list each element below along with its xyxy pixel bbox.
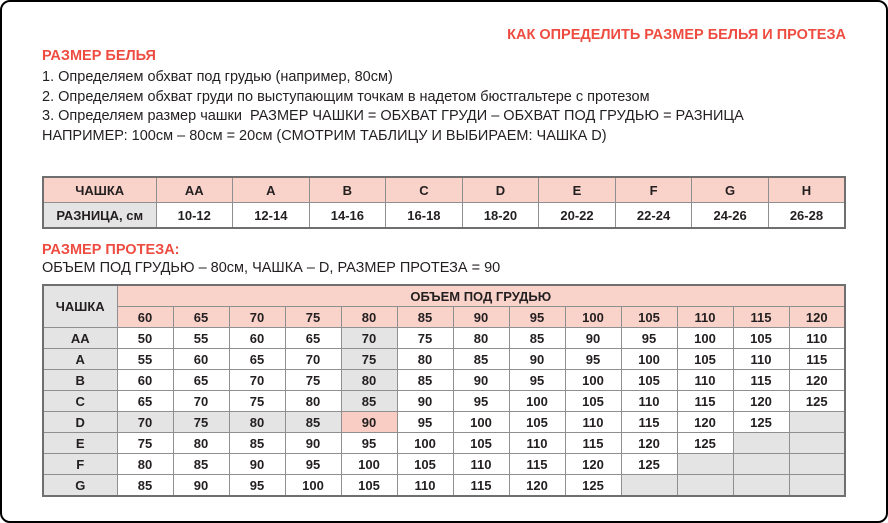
highlighted-column-cell: 70 <box>341 328 397 349</box>
size-cell: 100 <box>453 412 509 433</box>
size-cell: 75 <box>229 391 285 412</box>
size-cell: 50 <box>117 328 173 349</box>
highlighted-column-cell: 75 <box>341 349 397 370</box>
instruction-line: 1. Определяем обхват под грудью (например, 80см) <box>42 69 393 85</box>
size-cell: 100 <box>677 328 733 349</box>
highlighted-column-cell: 85 <box>341 391 397 412</box>
highlighted-row-cell: 80 <box>229 412 285 433</box>
cup-row-label: E <box>43 433 117 454</box>
highlighted-row-cell: 70 <box>117 412 173 433</box>
empty-cell <box>789 475 845 497</box>
size-cell: 85 <box>229 433 285 454</box>
highlighted-column-cell: 80 <box>341 370 397 391</box>
size-cell: 65 <box>285 328 341 349</box>
size-cell: 95 <box>285 454 341 475</box>
empty-cell <box>733 454 789 475</box>
prosthesis-table-row <box>43 391 845 412</box>
size-cell: 95 <box>397 412 453 433</box>
empty-cell <box>789 412 845 433</box>
size-cell: 60 <box>229 328 285 349</box>
highlighted-row-cell: 85 <box>285 412 341 433</box>
cup-header-cell: C <box>386 177 463 203</box>
volume-header-cell: 90 <box>453 307 509 328</box>
size-cell: 100 <box>565 370 621 391</box>
prosthesis-table-row <box>43 328 845 349</box>
size-cell: 120 <box>621 433 677 454</box>
size-cell: 80 <box>173 433 229 454</box>
size-cell: 105 <box>565 391 621 412</box>
instruction-line: 2. Определяем обхват груди по выступающим точкам в надетом бюстгальтере с протезом <box>42 88 650 105</box>
cup-row-label: AA <box>43 328 117 349</box>
size-cell: 100 <box>341 454 397 475</box>
empty-cell <box>621 475 677 497</box>
volume-header-cell: 100 <box>565 307 621 328</box>
size-cell: 105 <box>341 475 397 497</box>
size-cell: 85 <box>117 475 173 497</box>
size-cell: 80 <box>453 328 509 349</box>
cup-header-cell: B <box>309 177 386 203</box>
size-cell: 55 <box>117 349 173 370</box>
cup-row-label: A <box>43 349 117 370</box>
size-cell: 55 <box>173 328 229 349</box>
size-cell: 90 <box>565 328 621 349</box>
prosthesis-columns-header-row <box>43 307 845 328</box>
size-cell: 120 <box>677 412 733 433</box>
volume-header-cell: 95 <box>509 307 565 328</box>
size-cell: 65 <box>229 349 285 370</box>
size-cell: 120 <box>509 475 565 497</box>
cup-header-cell: A <box>233 177 310 203</box>
size-cell: 115 <box>509 454 565 475</box>
size-cell: 90 <box>229 454 285 475</box>
size-cell: 120 <box>789 370 845 391</box>
cup-row-label: C <box>43 391 117 412</box>
difference-row <box>43 203 845 229</box>
volume-header-cell: 110 <box>677 307 733 328</box>
volume-header-cell: 120 <box>789 307 845 328</box>
size-cell: 125 <box>565 475 621 497</box>
size-cell: 70 <box>173 391 229 412</box>
size-cell: 110 <box>397 475 453 497</box>
size-cell: 115 <box>789 349 845 370</box>
size-cell: 115 <box>677 391 733 412</box>
size-section-heading: РАЗМЕР БЕЛЬЯ <box>42 48 156 64</box>
difference-cell: 24-26 <box>692 203 769 229</box>
empty-cell <box>789 454 845 475</box>
highlighted-result-cell: 90 <box>341 412 397 433</box>
size-cell: 115 <box>453 475 509 497</box>
size-cell: 90 <box>509 349 565 370</box>
size-cell: 100 <box>397 433 453 454</box>
cup-table-corner-label: ЧАШКА <box>43 177 156 203</box>
size-cell: 80 <box>397 349 453 370</box>
size-cell: 115 <box>565 433 621 454</box>
size-cell: 95 <box>453 391 509 412</box>
cup-header-row <box>43 177 845 203</box>
prosthesis-example: ОБЪЕМ ПОД ГРУДЬЮ – 80см, ЧАШКА – D, РАЗМЕР ПРОТЕЗА = 90 <box>42 260 501 276</box>
volume-header-cell: 70 <box>229 307 285 328</box>
size-cell: 110 <box>621 391 677 412</box>
instruction-line: НАПРИМЕР: 100см – 80см = 20см (СМОТРИМ ТАБЛИЦУ И ВЫБИРАЕМ: ЧАШКА D) <box>42 127 607 144</box>
cup-header-cell: AA <box>156 177 233 203</box>
size-cell: 110 <box>733 349 789 370</box>
underbust-volume-span-header: ОБЪЕМ ПОД ГРУДЬЮ <box>117 285 845 307</box>
volume-header-cell: 65 <box>173 307 229 328</box>
size-cell: 60 <box>117 370 173 391</box>
size-cell: 120 <box>565 454 621 475</box>
difference-cell: 22-24 <box>615 203 692 229</box>
size-cell: 85 <box>397 370 453 391</box>
instructions-list <box>42 68 846 146</box>
size-cell: 85 <box>453 349 509 370</box>
volume-header-cell: 105 <box>621 307 677 328</box>
volume-header-cell: 85 <box>397 307 453 328</box>
empty-cell <box>677 454 733 475</box>
size-cell: 75 <box>285 370 341 391</box>
volume-header-cell: 80 <box>341 307 397 328</box>
difference-row-label: РАЗНИЦА, см <box>43 203 156 229</box>
size-cell: 70 <box>285 349 341 370</box>
difference-cell: 10-12 <box>156 203 233 229</box>
size-cell: 125 <box>733 412 789 433</box>
cup-header-cell: G <box>692 177 769 203</box>
size-cell: 120 <box>733 391 789 412</box>
size-cell: 80 <box>117 454 173 475</box>
prosthesis-table-row <box>43 454 845 475</box>
instruction-line: 3. Определяем размер чашки РАЗМЕР ЧАШКИ = ОБХВАТ ГРУДИ – ОБХВАТ ПОД ГРУДЬЮ = РАЗНИЦА <box>42 108 744 124</box>
size-cell: 95 <box>565 349 621 370</box>
volume-header-cell: 75 <box>285 307 341 328</box>
cup-header-cell: D <box>462 177 539 203</box>
cup-header-cell: E <box>539 177 616 203</box>
size-cell: 105 <box>453 433 509 454</box>
difference-cell: 20-22 <box>539 203 616 229</box>
difference-cell: 14-16 <box>309 203 386 229</box>
empty-cell <box>677 475 733 497</box>
page-title: КАК ОПРЕДЕЛИТЬ РАЗМЕР БЕЛЬЯ И ПРОТЕЗА <box>507 27 846 43</box>
size-cell: 110 <box>789 328 845 349</box>
cup-header-cell: F <box>615 177 692 203</box>
size-cell: 65 <box>173 370 229 391</box>
prosthesis-table-row <box>43 475 845 497</box>
size-cell: 65 <box>117 391 173 412</box>
size-cell: 80 <box>285 391 341 412</box>
size-cell: 70 <box>229 370 285 391</box>
size-cell: 95 <box>341 433 397 454</box>
size-cell: 90 <box>173 475 229 497</box>
cup-row-label: D <box>43 412 117 433</box>
prosthesis-span-header-row <box>43 285 845 307</box>
document-content <box>42 26 846 497</box>
difference-cell: 12-14 <box>233 203 310 229</box>
size-cell: 110 <box>509 433 565 454</box>
cup-row-label: B <box>43 370 117 391</box>
size-cell: 105 <box>677 349 733 370</box>
prosthesis-table-row <box>43 412 845 433</box>
prosthesis-table-corner-label: ЧАШКА <box>43 285 117 328</box>
size-cell: 115 <box>733 370 789 391</box>
cup-size-table <box>42 176 846 229</box>
size-cell: 105 <box>733 328 789 349</box>
difference-cell: 16-18 <box>386 203 463 229</box>
cup-row-label: G <box>43 475 117 497</box>
size-cell: 115 <box>621 412 677 433</box>
size-cell: 110 <box>453 454 509 475</box>
size-cell: 90 <box>285 433 341 454</box>
prosthesis-section-heading: РАЗМЕР ПРОТЕЗА: <box>42 242 180 258</box>
size-cell: 75 <box>117 433 173 454</box>
size-cell: 85 <box>173 454 229 475</box>
size-cell: 105 <box>509 412 565 433</box>
size-cell: 110 <box>565 412 621 433</box>
empty-cell <box>733 475 789 497</box>
size-cell: 95 <box>229 475 285 497</box>
size-cell: 60 <box>173 349 229 370</box>
empty-cell <box>733 433 789 454</box>
size-cell: 125 <box>621 454 677 475</box>
size-cell: 95 <box>621 328 677 349</box>
size-cell: 105 <box>621 370 677 391</box>
size-cell: 100 <box>509 391 565 412</box>
size-cell: 90 <box>453 370 509 391</box>
difference-cell: 18-20 <box>462 203 539 229</box>
prosthesis-size-table <box>42 284 846 497</box>
size-cell: 125 <box>789 391 845 412</box>
size-cell: 100 <box>621 349 677 370</box>
size-cell: 85 <box>509 328 565 349</box>
cup-row-label: F <box>43 454 117 475</box>
size-cell: 110 <box>677 370 733 391</box>
volume-header-cell: 115 <box>733 307 789 328</box>
size-cell: 75 <box>397 328 453 349</box>
size-cell: 105 <box>397 454 453 475</box>
volume-header-cell: 60 <box>117 307 173 328</box>
size-cell: 90 <box>397 391 453 412</box>
highlighted-row-cell: 75 <box>173 412 229 433</box>
cup-header-cell: H <box>768 177 845 203</box>
size-cell: 100 <box>285 475 341 497</box>
prosthesis-table-row <box>43 349 845 370</box>
size-cell: 95 <box>509 370 565 391</box>
empty-cell <box>789 433 845 454</box>
difference-cell: 26-28 <box>768 203 845 229</box>
size-cell: 125 <box>677 433 733 454</box>
prosthesis-table-row <box>43 433 845 454</box>
prosthesis-table-row <box>43 370 845 391</box>
